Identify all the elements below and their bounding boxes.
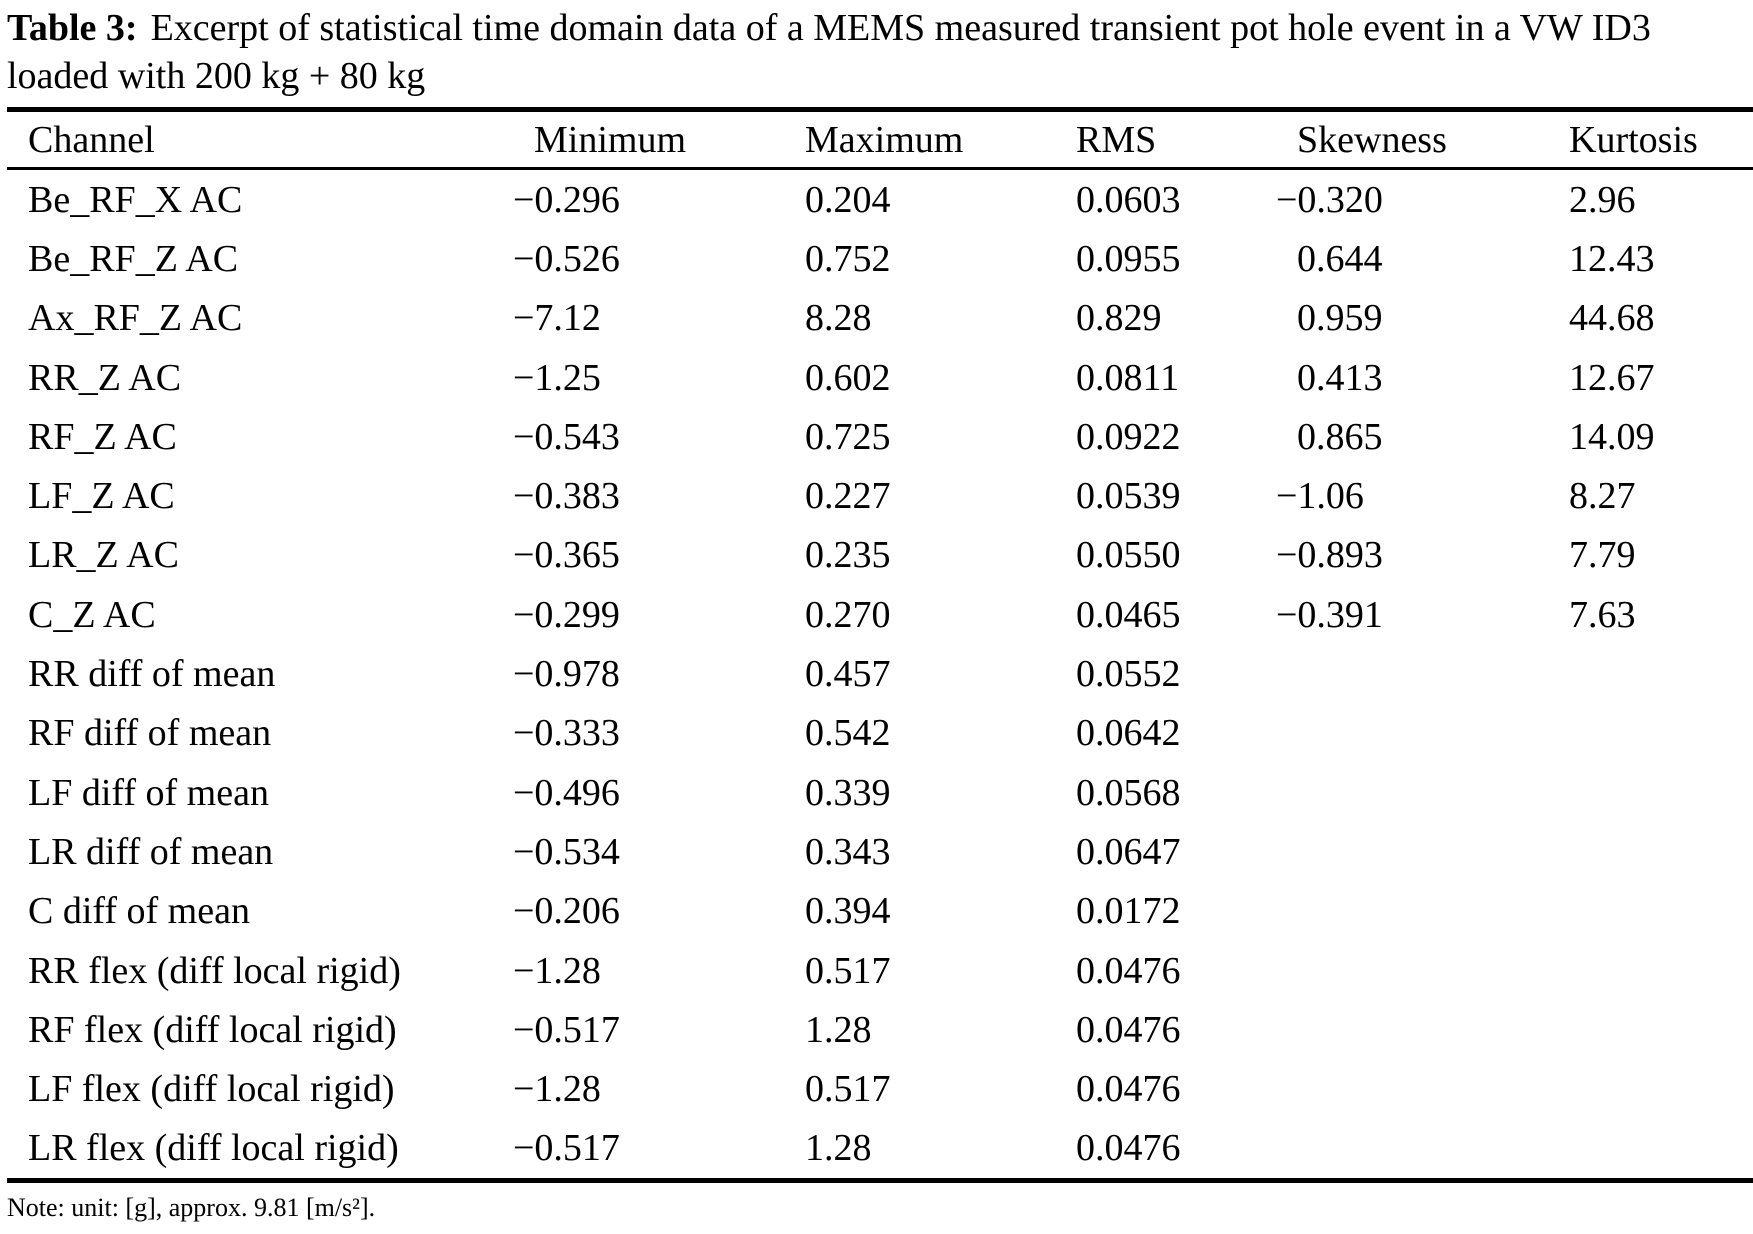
value-cell: 0.0465 <box>1076 593 1181 636</box>
table-note: Note: unit: [g], approx. 9.81 [m/s²]. <box>7 1193 376 1223</box>
table-row <box>7 407 1753 466</box>
value-cell: 0.725 <box>805 415 891 458</box>
table-row <box>7 941 1753 1000</box>
value-cell: 0.0568 <box>1076 771 1181 814</box>
value-cell: −0.517 <box>513 1008 620 1051</box>
value-cell: 0.0552 <box>1076 653 1181 696</box>
value-cell: −0.296 <box>513 178 620 221</box>
value-cell: 1.28 <box>805 1008 872 1051</box>
value-cell: 0.227 <box>805 475 891 518</box>
column-header-maximum: Maximum <box>784 110 1055 169</box>
value-cell: 0.865 <box>1297 415 1383 458</box>
channel-cell: RF_Z AC <box>28 415 177 458</box>
value-cell: 0.413 <box>1297 356 1383 399</box>
value-cell: −0.517 <box>513 1127 620 1170</box>
value-cell: −0.333 <box>513 712 620 755</box>
value-cell: −0.543 <box>513 415 620 458</box>
value-cell <box>1548 941 1753 1000</box>
value-cell: −0.365 <box>513 534 620 577</box>
value-cell: 0.0476 <box>1076 1068 1181 1111</box>
channel-cell: C diff of mean <box>28 890 250 933</box>
table-row <box>7 882 1753 941</box>
value-cell <box>1276 941 1548 1000</box>
table-row <box>7 704 1753 763</box>
channel-cell: RR flex (diff local rigid) <box>28 949 401 992</box>
value-cell <box>1548 822 1753 881</box>
value-cell: 0.517 <box>805 949 891 992</box>
column-header-kurtosis: Kurtosis <box>1548 110 1753 169</box>
value-cell: 0.270 <box>805 593 891 636</box>
value-cell: −0.526 <box>513 237 620 280</box>
channel-cell: Be_RF_Z AC <box>28 237 239 280</box>
column-header-channel: Channel <box>7 110 513 169</box>
channel-cell: C_Z AC <box>28 593 156 636</box>
value-cell <box>1276 822 1548 881</box>
value-cell: −0.320 <box>1276 178 1383 221</box>
value-cell <box>1276 882 1548 941</box>
value-cell: 0.339 <box>805 771 891 814</box>
channel-cell: RR diff of mean <box>28 653 276 696</box>
table-caption-text: Excerpt of statistical time domain data of a MEMS measured transient pot hole event in a VW ID3 loaded with 200 kg + 80 kg <box>7 7 1651 97</box>
value-cell <box>1276 1059 1548 1118</box>
value-cell: −0.496 <box>513 771 620 814</box>
value-cell <box>1276 763 1548 822</box>
value-cell: 0.394 <box>805 890 891 933</box>
value-cell: −0.383 <box>513 475 620 518</box>
table-row <box>7 289 1753 348</box>
value-cell <box>1548 704 1753 763</box>
value-cell <box>1548 1059 1753 1118</box>
value-cell <box>1548 882 1753 941</box>
value-cell: −1.06 <box>1276 475 1364 518</box>
channel-cell: Be_RF_X AC <box>28 178 243 221</box>
value-cell: 0.0476 <box>1076 949 1181 992</box>
value-cell: 0.0172 <box>1076 890 1181 933</box>
channel-cell: Ax_RF_Z AC <box>28 297 243 340</box>
value-cell: 0.0955 <box>1076 237 1181 280</box>
value-cell: 0.0922 <box>1076 415 1181 458</box>
value-cell: −0.534 <box>513 830 620 873</box>
value-cell: 12.43 <box>1569 237 1655 280</box>
table-caption <box>7 4 1753 100</box>
value-cell: −1.28 <box>513 949 601 992</box>
table-row <box>7 644 1753 703</box>
value-cell: 0.343 <box>805 830 891 873</box>
value-cell: 44.68 <box>1569 297 1655 340</box>
column-header-rms: RMS <box>1055 110 1276 169</box>
value-cell: 0.0476 <box>1076 1008 1181 1051</box>
value-cell: 2.96 <box>1569 178 1636 221</box>
value-cell: 1.28 <box>805 1127 872 1170</box>
value-cell: 0.457 <box>805 653 891 696</box>
table-caption-label: Table 3: <box>7 7 138 49</box>
value-cell <box>1276 644 1548 703</box>
value-cell: 7.63 <box>1569 593 1636 636</box>
value-cell: 0.235 <box>805 534 891 577</box>
value-cell: 0.752 <box>805 237 891 280</box>
channel-cell: LF diff of mean <box>28 771 269 814</box>
value-cell <box>1548 1119 1753 1181</box>
value-cell: 0.0476 <box>1076 1127 1181 1170</box>
column-header-skewness: Skewness <box>1276 110 1548 169</box>
table-row <box>7 169 1753 230</box>
value-cell: 0.644 <box>1297 237 1383 280</box>
value-cell <box>1548 763 1753 822</box>
value-cell: 0.517 <box>805 1068 891 1111</box>
value-cell: 0.204 <box>805 178 891 221</box>
channel-cell: RR_Z AC <box>28 356 182 399</box>
table-row <box>7 348 1753 407</box>
channel-cell: LF_Z AC <box>28 475 175 518</box>
value-cell: 0.0603 <box>1076 178 1181 221</box>
value-cell <box>1276 704 1548 763</box>
statistics-table <box>7 107 1753 1183</box>
table-row <box>7 466 1753 525</box>
value-cell: 0.959 <box>1297 297 1383 340</box>
channel-cell: LR flex (diff local rigid) <box>28 1127 399 1170</box>
header-row <box>7 110 1753 169</box>
value-cell: 0.0811 <box>1076 356 1180 399</box>
value-cell <box>1276 1119 1548 1181</box>
value-cell: −0.978 <box>513 653 620 696</box>
channel-cell: LR_Z AC <box>28 534 179 577</box>
value-cell: −1.28 <box>513 1068 601 1111</box>
column-header-minimum: Minimum <box>513 110 784 169</box>
value-cell: −1.25 <box>513 356 601 399</box>
channel-cell: LF flex (diff local rigid) <box>28 1068 395 1111</box>
table-row <box>7 1000 1753 1059</box>
table-row <box>7 585 1753 644</box>
value-cell <box>1548 644 1753 703</box>
value-cell: −0.206 <box>513 890 620 933</box>
value-cell <box>1276 1000 1548 1059</box>
table-body <box>7 169 1753 1181</box>
value-cell: 14.09 <box>1569 415 1655 458</box>
value-cell: −0.299 <box>513 593 620 636</box>
table-row <box>7 526 1753 585</box>
value-cell: 8.27 <box>1569 475 1636 518</box>
value-cell: 0.542 <box>805 712 891 755</box>
value-cell: 0.829 <box>1076 297 1162 340</box>
value-cell: 7.79 <box>1569 534 1636 577</box>
value-cell: −7.12 <box>513 297 601 340</box>
value-cell: −0.391 <box>1276 593 1383 636</box>
value-cell: 0.0539 <box>1076 475 1181 518</box>
table-row <box>7 822 1753 881</box>
value-cell <box>1548 1000 1753 1059</box>
value-cell: 0.0642 <box>1076 712 1181 755</box>
value-cell: 0.0550 <box>1076 534 1181 577</box>
table-row <box>7 229 1753 288</box>
table-row <box>7 763 1753 822</box>
channel-cell: RF diff of mean <box>28 712 272 755</box>
value-cell: 8.28 <box>805 297 872 340</box>
value-cell: 12.67 <box>1569 356 1655 399</box>
value-cell: −0.893 <box>1276 534 1383 577</box>
table-row <box>7 1059 1753 1118</box>
channel-cell: LR diff of mean <box>28 830 274 873</box>
value-cell: 0.602 <box>805 356 891 399</box>
table-row <box>7 1119 1753 1181</box>
channel-cell: RF flex (diff local rigid) <box>28 1008 397 1051</box>
value-cell: 0.0647 <box>1076 830 1181 873</box>
